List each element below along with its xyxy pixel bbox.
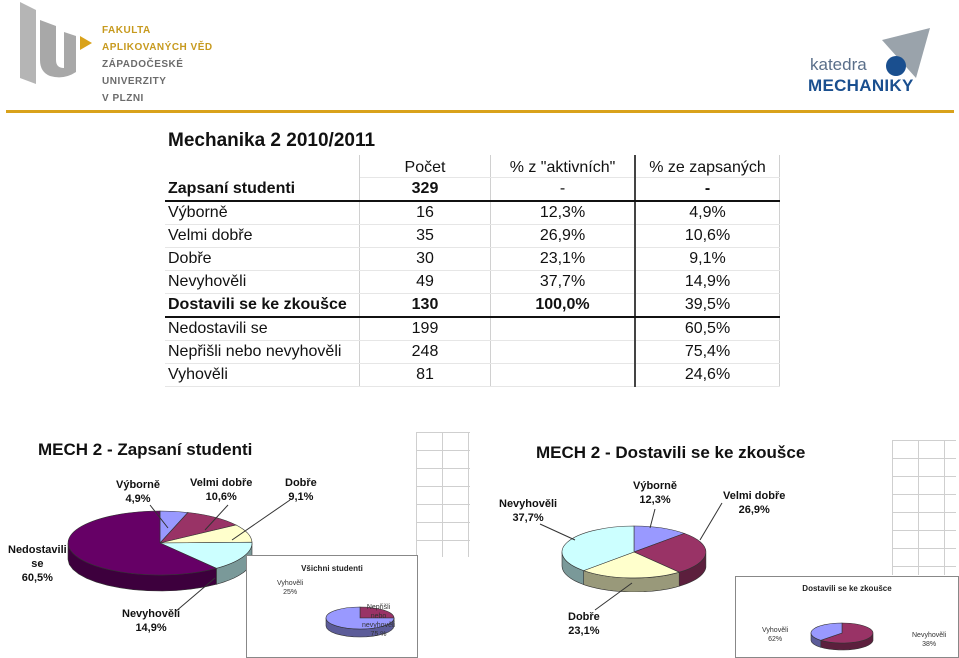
faculty-line-4: UNIVERZITY	[102, 76, 167, 87]
chart1-label-nevyhoveli: Nevyhověli 14,9%	[122, 608, 181, 634]
header-divider	[6, 110, 954, 113]
table-cell: 4,9%	[635, 201, 780, 225]
table-row	[165, 364, 780, 387]
stats-table	[165, 155, 780, 387]
table-row	[165, 341, 780, 364]
table-cell: 100,0%	[491, 294, 636, 318]
table-row	[165, 317, 780, 341]
chart1-inset-label-vyhoveli: Vyhověli 25%	[277, 580, 304, 596]
table-cell: 49	[360, 271, 491, 294]
table-cell: 23,1%	[491, 248, 636, 271]
table-cell: Výborně	[165, 201, 360, 225]
table-cell: 10,6%	[635, 225, 780, 248]
chart2-inset-title: Dostavili se ke zkoušce	[802, 584, 892, 593]
table-row	[165, 294, 780, 318]
faculty-line-2: APLIKOVANÝCH VĚD	[102, 42, 213, 53]
chart1-title: MECH 2 - Zapsaní studenti	[38, 440, 253, 459]
chart1-pie	[60, 505, 260, 595]
table-cell: Nedostavili se	[165, 317, 360, 341]
table-cell: 14,9%	[635, 271, 780, 294]
chart1-label-dobre: Dobře 9,1%	[285, 477, 317, 503]
table-cell: 16	[360, 201, 491, 225]
chart1-label-vyborne: Výborně 4,9%	[116, 479, 161, 505]
chart1-label-nedostavili: Nedostavili se 60,5%	[8, 544, 67, 584]
chart2-inset-label-vyhoveli: Vyhověli 62%	[762, 627, 789, 643]
table-title: Mechanika 2 2010/2011	[168, 130, 376, 151]
table-cell: 12,3%	[491, 201, 636, 225]
table-cell: -	[491, 178, 636, 202]
chart2-inset	[735, 576, 959, 658]
table-cell: 9,1%	[635, 248, 780, 271]
table-header-row	[165, 157, 780, 180]
table-cell: 81	[360, 364, 491, 387]
table-cell: 248	[360, 341, 491, 364]
chart2-label-nevyhoveli: Nevyhověli 37,7%	[499, 498, 558, 524]
table-row	[165, 248, 780, 271]
table-cell: 199	[360, 317, 491, 341]
table-cell: Dobře	[165, 248, 360, 271]
faculty-line-5: V PLZNI	[102, 93, 144, 104]
table-cell: Vyhověli	[165, 364, 360, 387]
table-cell: 75,4%	[635, 341, 780, 364]
table-cell: 26,9%	[491, 225, 636, 248]
spreadsheet-grid	[892, 440, 956, 575]
chart2-label-velmi-dobre: Velmi dobře 26,9%	[723, 490, 786, 516]
chart1-inset	[246, 555, 418, 658]
chart2-pie	[558, 522, 714, 592]
table-header-cell: % ze zapsaných	[635, 157, 780, 180]
table-cell: 329	[360, 178, 491, 202]
table-cell: 130	[360, 294, 491, 318]
table-cell: Zapsaní studenti	[165, 178, 360, 202]
table-cell: Nevyhověli	[165, 271, 360, 294]
table-cell: Nepřišli nebo nevyhověli	[165, 341, 360, 364]
table-row	[165, 271, 780, 294]
table-header-cell	[165, 157, 360, 180]
chart2-inset-label-nevyhoveli: Nevyhověli 38%	[912, 632, 947, 648]
chart1-inset-label-neprisli: Nepřišli nebo nevyhověli 75 %	[362, 604, 396, 638]
table-row	[165, 225, 780, 248]
chart2-label-dobre: Dobře 23,1%	[568, 611, 600, 637]
faculty-line-1: FAKULTA	[102, 25, 151, 36]
spreadsheet-grid	[416, 432, 470, 557]
table-cell: 30	[360, 248, 491, 271]
table-cell: -	[635, 178, 780, 202]
table-cell	[491, 341, 636, 364]
table-cell: Dostavili se ke zkoušce	[165, 294, 360, 318]
table-header-cell: Počet	[360, 157, 491, 180]
table-header-cell: % z "aktivních"	[491, 157, 636, 180]
table-cell: 60,5%	[635, 317, 780, 341]
department-word: katedra	[810, 55, 867, 74]
chart1-inset-title: Všichni studenti	[301, 564, 363, 573]
table-cell: 24,6%	[635, 364, 780, 387]
table-cell: 35	[360, 225, 491, 248]
table-cell	[491, 317, 636, 341]
table-row	[165, 201, 780, 225]
department-name: MECHANIKY	[808, 76, 914, 95]
table-cell	[491, 364, 636, 387]
faculty-emblem-icon	[18, 2, 98, 92]
table-cell: Velmi dobře	[165, 225, 360, 248]
faculty-line-3: ZÁPADOČESKÉ	[102, 59, 184, 70]
table-row	[165, 178, 780, 202]
chart2-inset-pie	[808, 621, 876, 651]
chart2-title: MECH 2 - Dostavili se ke zkoušce	[536, 443, 806, 462]
chart1-label-velmi-dobre: Velmi dobře 10,6%	[190, 477, 253, 503]
table-cell: 37,7%	[491, 271, 636, 294]
chart2-label-vyborne: Výborně 12,3%	[633, 480, 678, 506]
table-cell: 39,5%	[635, 294, 780, 318]
faculty-logo	[18, 2, 218, 106]
